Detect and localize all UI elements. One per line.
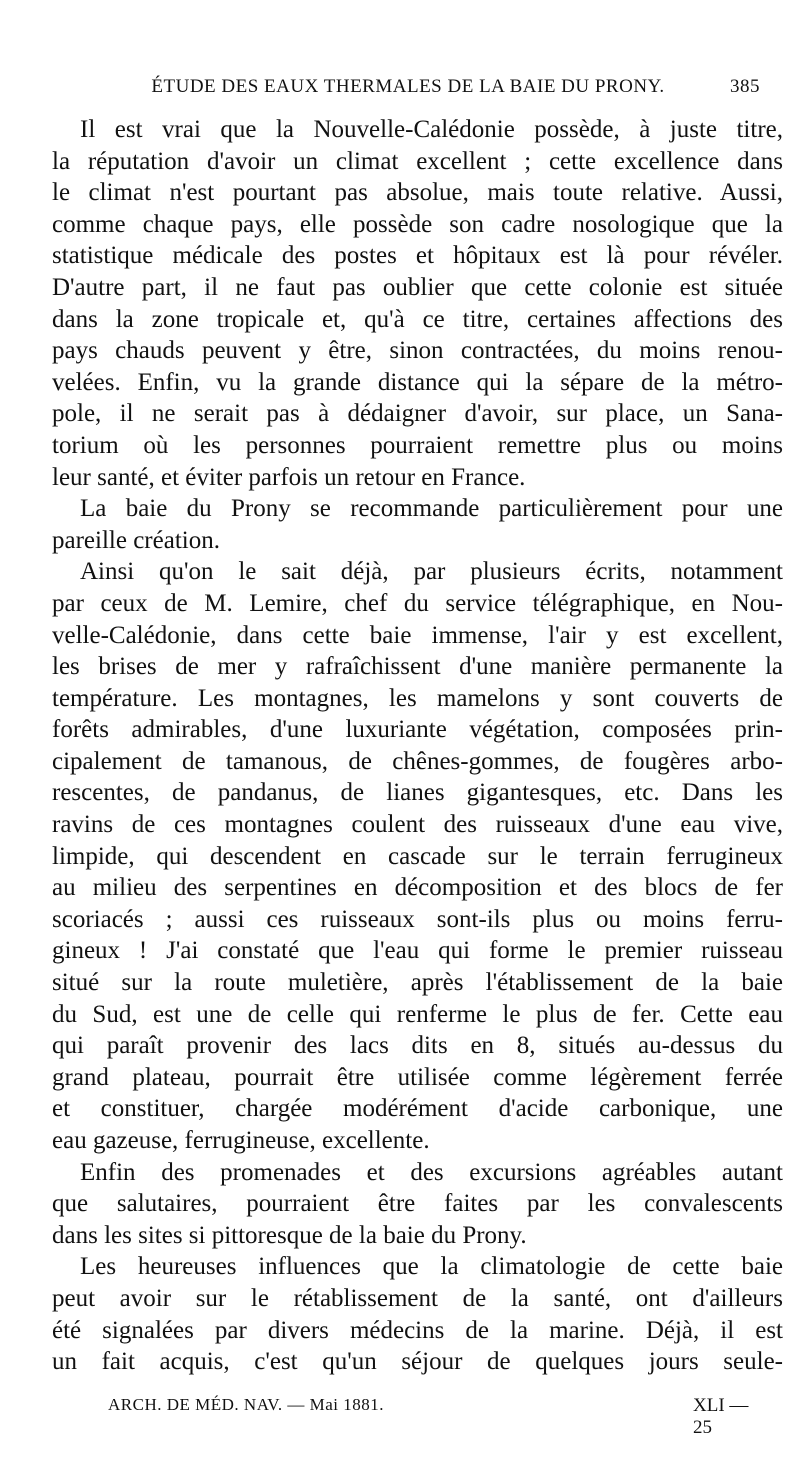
paragraph bbox=[52, 556, 783, 1156]
text-line: gineux ! J'ai constaté que l'eau qui forme le premier ruisseau bbox=[52, 937, 783, 965]
text-line: leur santé, et éviter parfois un retour en France. bbox=[52, 463, 526, 491]
text-line: torium où les personnes pourraient remettre plus ou moins bbox=[52, 431, 783, 459]
text-line: D'autre part, il ne faut pas oublier que cette colonie est située bbox=[52, 273, 783, 301]
text-line: du Sud, est une de celle qui renferme le plus de fer. Cette eau bbox=[52, 1000, 783, 1028]
text-line: situé sur la route muletière, après l'établissement de la baie bbox=[52, 969, 783, 997]
text-line: un fait acquis, c'est qu'un séjour de quelques jours seule- bbox=[52, 1348, 783, 1376]
text-line: dans la zone tropicale et, qu'à ce titre, certaines affections des bbox=[52, 305, 783, 333]
text-line: eau gazeuse, ferrugineuse, excellente. bbox=[52, 1127, 430, 1154]
text-line: forêts admirables, d'une luxuriante végétation, composées prin- bbox=[52, 716, 783, 744]
text-line: ravins de ces montagnes coulent des ruisseaux d'une eau vive, bbox=[52, 811, 783, 839]
page-number: 385 bbox=[730, 76, 760, 97]
text-line: au milieu des serpentines en décomposition et des blocs de fer bbox=[52, 874, 783, 902]
text-line: velées. Enfin, vu la grande distance qui la sépare de la métro- bbox=[52, 368, 783, 396]
text-line: velle-Calédonie, dans cette baie immense, l'air y est excellent, bbox=[52, 621, 783, 649]
text-line: les brises de mer y rafraîchissent d'une manière permanente la bbox=[52, 653, 783, 681]
text-line: température. Les montagnes, les mamelons y sont couverts de bbox=[52, 684, 783, 712]
text-line: le climat n'est pourtant pas absolue, mais toute relative. Aussi, bbox=[52, 179, 783, 207]
text-line: par ceux de M. Lemire, chef du service télégraphique, en Nou- bbox=[52, 589, 783, 617]
text-line: été signalées par divers médecins de la marine. Déjà, il est bbox=[52, 1316, 783, 1344]
journal-citation: ARCH. DE MÉD. NAV. — Mai 1881. bbox=[108, 1395, 385, 1414]
text-line: pole, il ne serait pas à dédaigner d'avoir, sur place, un Sana- bbox=[52, 400, 783, 428]
body-text bbox=[52, 114, 783, 1378]
paragraph bbox=[52, 1251, 783, 1377]
text-line: et constituer, chargée modérément d'acide carbonique, une bbox=[52, 1095, 783, 1123]
text-line: rescentes, de pandanus, de lianes gigantesques, etc. Dans les bbox=[52, 779, 783, 807]
text-line: qui paraît provenir des lacs dits en 8, situés au-dessus du bbox=[52, 1032, 783, 1060]
text-line: Enfin des promenades et des excursions agréables autant bbox=[80, 1158, 783, 1186]
running-head bbox=[52, 64, 764, 104]
text-line: pays chauds peuvent y être, sinon contractées, du moins renou- bbox=[52, 337, 783, 365]
text-line: Ainsi qu'on le sait déjà, par plusieurs écrits, notamment bbox=[80, 558, 783, 586]
text-line: comme chaque pays, elle possède son cadre nosologique que la bbox=[52, 210, 783, 238]
text-line: peut avoir sur le rétablissement de la santé, ont d'ailleurs bbox=[52, 1284, 783, 1312]
text-line: que salutaires, pourraient être faites par les convalescents bbox=[52, 1190, 783, 1218]
text-line: scoriacés ; aussi ces ruisseaux sont-ils plus ou moins ferru- bbox=[52, 905, 783, 933]
running-title: ÉTUDE DES EAUX THERMALES DE LA BAIE DU PRONY. bbox=[151, 76, 665, 97]
text-line: cipalement de tamanous, de chênes-gommes, de fougères arbo- bbox=[52, 747, 783, 775]
text-line: grand plateau, pourrait être utilisée comme légèrement ferrée bbox=[52, 1063, 783, 1091]
text-line: la réputation d'avoir un climat excellent ; cette excellence dans bbox=[52, 147, 783, 175]
page-footer bbox=[52, 1389, 764, 1438]
text-line: statistique médicale des postes et hôpitaux est là pour révéler. bbox=[52, 242, 783, 270]
paragraph bbox=[52, 493, 783, 556]
paragraph bbox=[52, 1157, 783, 1252]
text-line: La baie du Prony se recommande particulièrement pour une bbox=[80, 495, 783, 523]
text-line: dans les sites si pittoresque de la baie du Prony. bbox=[52, 1221, 527, 1249]
signature-mark: XLI — 25 bbox=[693, 1395, 749, 1438]
text-line: pareille création. bbox=[52, 526, 220, 554]
text-line: limpide, qui descendent en cascade sur le terrain ferrugineux bbox=[52, 842, 783, 870]
text-line: Les heureuses influences que la climatologie de cette baie bbox=[80, 1253, 783, 1281]
paragraph bbox=[52, 114, 783, 493]
text-line: Il est vrai que la Nouvelle-Calédonie possède, à juste titre, bbox=[80, 116, 783, 143]
